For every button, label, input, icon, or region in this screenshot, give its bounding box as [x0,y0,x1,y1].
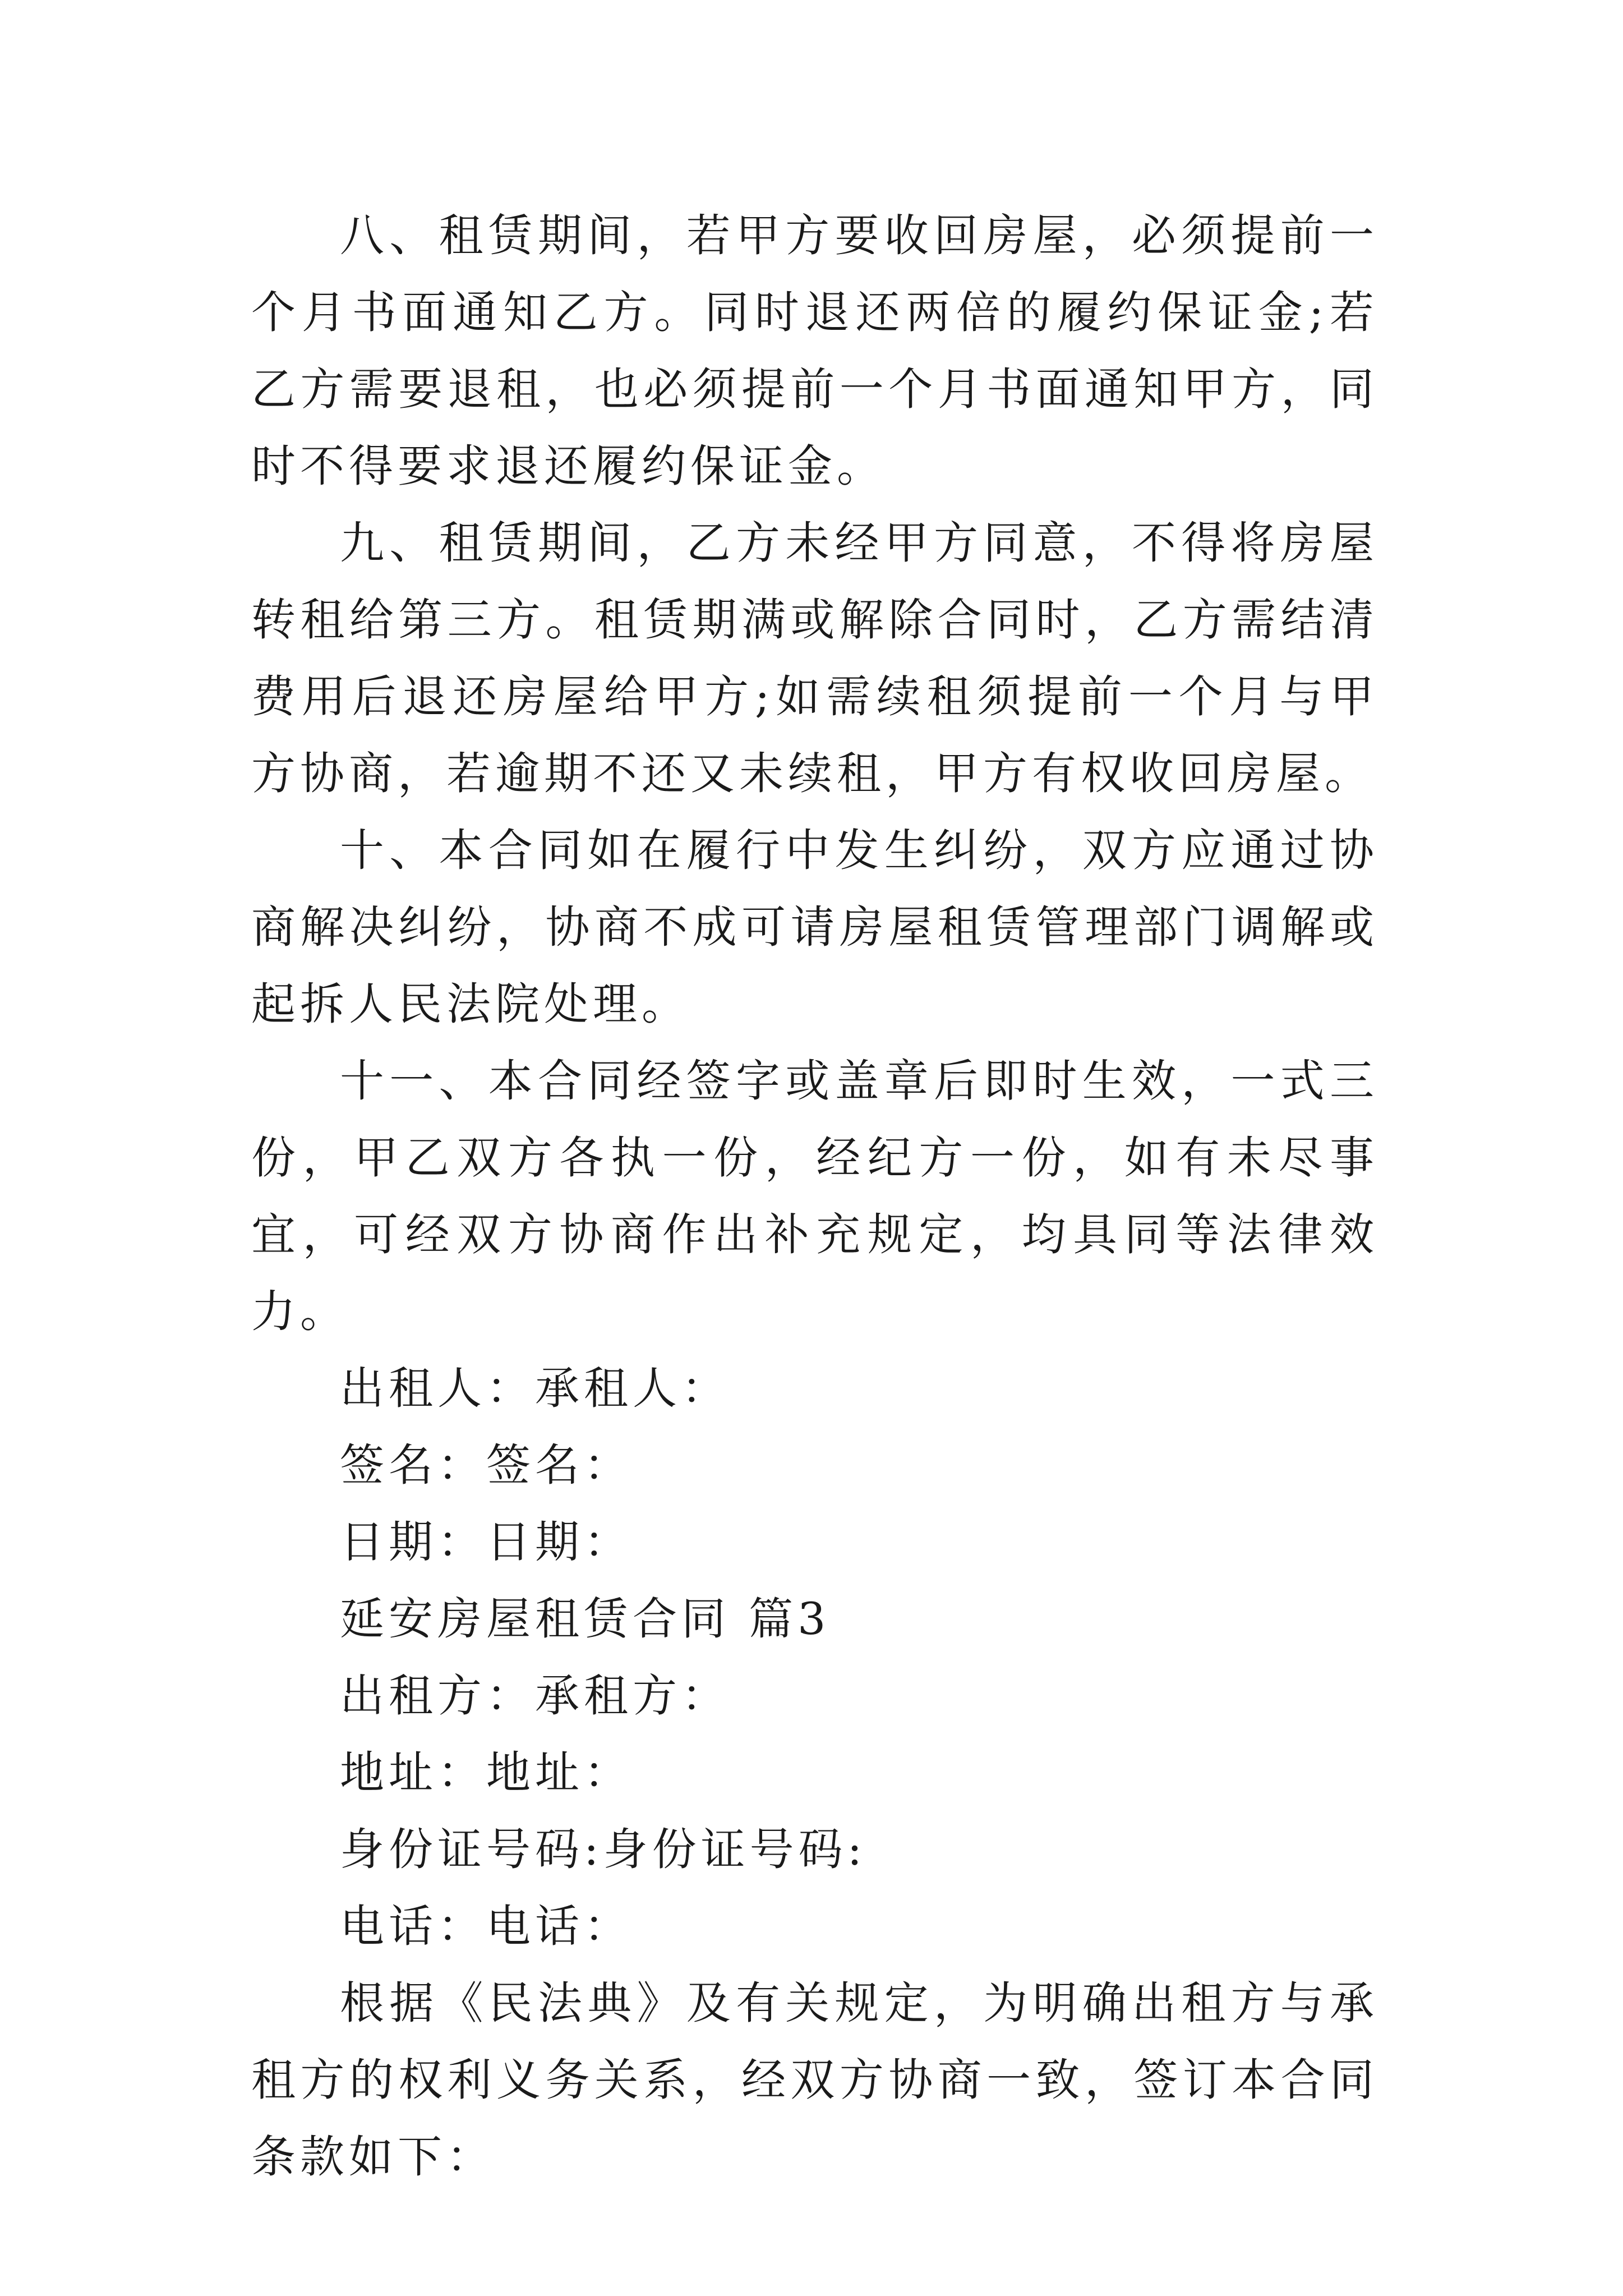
party-role-line: 出租方：承租方： [340,1670,730,1722]
signature-date-line: 日期：日期： [340,1516,633,1568]
clause-8: 八、租赁期间，若甲方要收回房屋，必须提前一个月书面通知乙方。同时退还两倍的履约保证金;若乙方需要退租，也必须提前一个月书面通知甲方，同时不得要求退还履约保证金。 [251,210,1378,492]
document-body [251,197,1378,2196]
clause-10: 十、本合同如在履行中发生纠纷，双方应通过协商解决纠纷，协商不成可请房屋租赁管理部门调解或起拆人民法院处理。 [251,825,1378,1030]
signature-parties-line: 出租人：承租人： [340,1363,730,1414]
clause-11: 十一、本合同经签字或盖章后即时生效，一式三份，甲乙双方各执一份，经纪方一份，如有未尽事宜，可经双方协商作出补充规定，均具同等法律效力。 [251,1055,1378,1337]
party-address-line: 地址：地址： [340,1747,633,1798]
clause-9: 九、租赁期间，乙方未经甲方同意，不得将房屋转租给第三方。租赁期满或解除合同时，乙方需结清费用后退还房屋给甲方;如需续租须提前一个月与甲方协商，若逾期不还又未续租，甲方有权收回房屋。 [251,517,1378,799]
contract-preamble: 根据《民法典》及有关规定，为明确出租方与承租方的权利义务关系，经双方协商一致，签订本合同条款如下： [251,1977,1378,2183]
party-phone-line: 电话：电话： [340,1901,633,1952]
party-id-number-line: 身份证号码:身份证号码: [340,1824,867,1875]
signature-name-line: 签名：签名： [340,1439,633,1491]
section-title: 延安房屋租赁合同 篇3 [340,1593,831,1645]
